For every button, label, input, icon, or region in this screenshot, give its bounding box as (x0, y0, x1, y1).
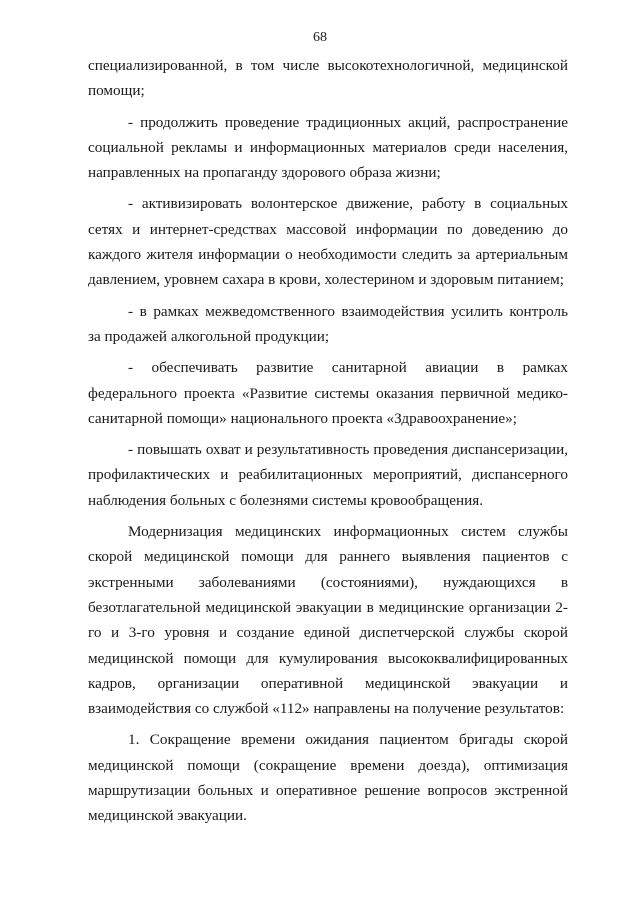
paragraph-bullet-sanitary-aviation: - обеспечивать развитие санитарной авиации в рамках федерального проекта «Развитие системы оказания первичной медико-санитарной помощи» национального проекта «Здравоохранение»; (88, 359, 568, 427)
paragraph-bullet-screening: - повышать охват и результативность проведения диспансеризации, профилактических и реабилитационных мероприятий, диспансерного наблюдения больных с болезнями системы кровообращения. (88, 441, 568, 509)
document-body (88, 53, 568, 829)
paragraph-bullet-alcohol-control: - в рамках межведомственного взаимодействия усилить контроль за продажей алкогольной продукции; (88, 302, 568, 345)
paragraph-continuation: специализированной, в том числе высокотехнологичной, медицинской помощи; (88, 57, 568, 100)
paragraph-bullet-promotion: - продолжить проведение традиционных акций, распространение социальной рекламы и информационных материалов среди населения, направленных на пропаганду здорового образа жизни; (88, 113, 568, 182)
paragraph-modernization: Модернизация медицинских информационных систем службы скорой медицинской помощи для раннего выявления пациентов с экстренными заболеваниями (состояниями), нуждающихся в безотлагательной медицинской эвакуации в медицинские организации 2-го и 3-го уровня и создание единой диспетчерской службы скорой медицинской помощи для кумулирования высококвалифицированных кадров, организации оперативной медицинской эвакуации и взаимодействия со службой «112» направлены на получение результатов: (88, 523, 568, 718)
paragraph-result-1: 1. Сокращение времени ожидания пациентом бригады скорой медицинской помощи (сокращение времени доезда), оптимизация маршрутизации больных и оперативное решение вопросов экстренной медицинской эвакуации. (88, 731, 568, 825)
page-number: 68 (313, 30, 327, 45)
paragraph-bullet-volunteer: - активизировать волонтерское движение, работу в социальных сетях и интернет-средствах массовой информации по доведению до каждого жителя информации о необходимости следить за артериальным давлением, уровнем сахара в крови, холестерином и здоровым питанием; (88, 195, 568, 289)
